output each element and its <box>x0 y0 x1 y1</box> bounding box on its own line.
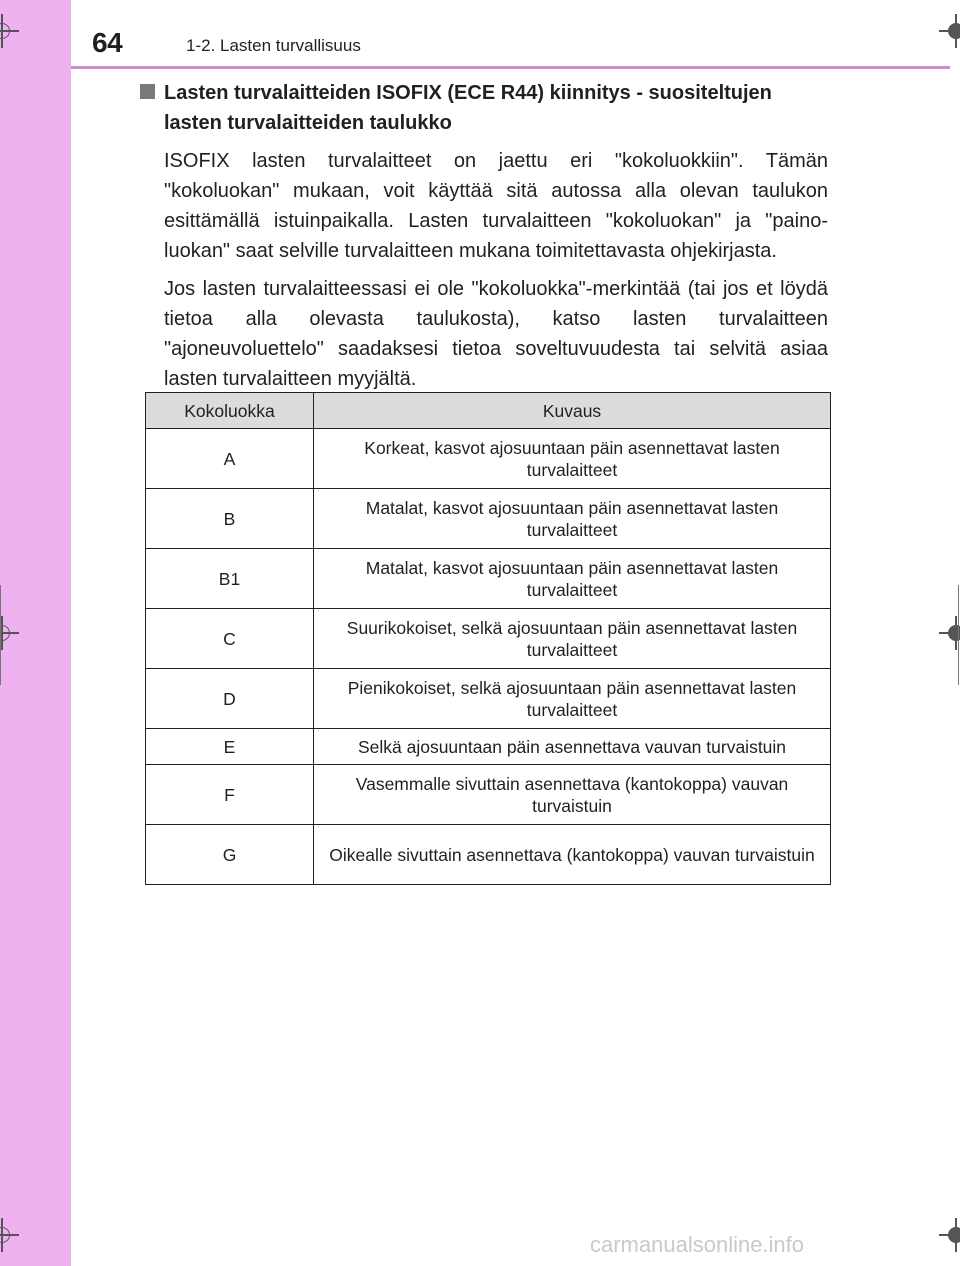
crop-mark-icon <box>0 616 19 650</box>
crop-mark-icon <box>939 616 960 650</box>
page-number: 64 <box>92 27 123 58</box>
table-row <box>146 609 831 669</box>
crop-mark-icon <box>939 14 960 48</box>
section-heading: Lasten turvalaitteiden ISOFIX (ECE R44) kiinnitys - suositeltujen lasten turvalaitteiden taulukko <box>164 82 772 134</box>
running-head-section: 1-2. Lasten turvallisuus <box>186 36 361 55</box>
table-header-row <box>146 393 831 429</box>
description-cell: Korkeat, kasvot ajosuuntaan päin asennettavat lasten turvalaitteet <box>314 429 831 489</box>
description-cell: Pienikokoiset, selkä ajosuuntaan päin asennettavat lasten turvalaitteet <box>314 669 831 729</box>
column-header-class: Kokoluokka <box>146 393 314 429</box>
column-header-description: Kuvaus <box>314 393 831 429</box>
section-heading-row <box>138 78 828 138</box>
table-row <box>146 729 831 765</box>
size-class-cell: E <box>146 729 314 765</box>
description-cell: Matalat, kasvot ajosuuntaan päin asennettavat lasten turvalaitteet <box>314 549 831 609</box>
size-class-table <box>145 392 831 885</box>
size-class-cell: F <box>146 765 314 825</box>
advice-paragraph: Jos lasten turvalaitteessasi ei ole "kokoluokka"-merkintää (tai jos et löydä tietoa alla olevasta taulukosta), katso lasten turvalaitteen "ajoneuvoluettelo" saadaksesi tietoa soveltuvuudesta tai selvitä asiaa lasten turvalaitteen myyjältä. <box>164 278 828 390</box>
size-class-cell: D <box>146 669 314 729</box>
table-row <box>146 489 831 549</box>
description-cell: Suurikokoiset, selkä ajosuuntaan päin asennettavat lasten turvalaitteet <box>314 609 831 669</box>
size-class-cell: G <box>146 825 314 885</box>
edge-trim-line <box>0 585 1 685</box>
crop-mark-icon <box>939 1218 960 1252</box>
crop-mark-icon <box>0 14 19 48</box>
size-class-cell: A <box>146 429 314 489</box>
table-row <box>146 825 831 885</box>
square-bullet-icon <box>140 84 155 99</box>
description-cell: Selkä ajosuuntaan päin asennettava vauvan turvaistuin <box>314 729 831 765</box>
intro-paragraph: ISOFIX lasten turvalaitteet on jaettu eri "kokoluokkiin". Tämän "kokoluokan" mukaan, voit käyttää sitä autossa alla olevan taulukon esittämällä istuinpaikalla. Lasten turvalaitteen "kokoluokan" ja "paino-luokan" saat selville turvalaitteen mukana toimitettavasta ohjekirjasta. <box>164 150 828 262</box>
table-row <box>146 765 831 825</box>
size-class-cell: B1 <box>146 549 314 609</box>
table-row <box>146 549 831 609</box>
watermark-text: carmanualsonline.info <box>590 1232 805 1257</box>
edge-trim-line <box>958 585 959 685</box>
size-class-cell: B <box>146 489 314 549</box>
description-cell: Oikealle sivuttain asennettava (kantokoppa) vauvan turvaistuin <box>314 825 831 885</box>
size-class-cell: C <box>146 609 314 669</box>
isofix-section <box>138 78 828 394</box>
description-cell: Matalat, kasvot ajosuuntaan päin asennettavat lasten turvalaitteet <box>314 489 831 549</box>
table-row <box>146 429 831 489</box>
header-rule <box>71 66 950 69</box>
crop-mark-icon <box>0 1218 19 1252</box>
description-cell: Vasemmalle sivuttain asennettava (kantokoppa) vauvan turvaistuin <box>314 765 831 825</box>
table-row <box>146 669 831 729</box>
